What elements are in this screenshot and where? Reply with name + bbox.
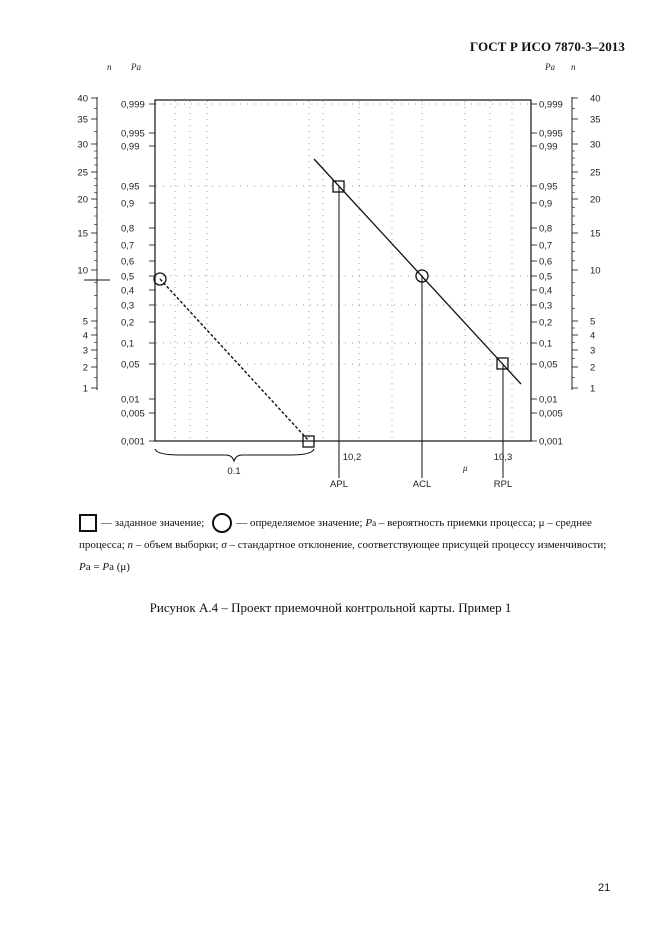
pa-tick-label-left: 0,99 (121, 141, 140, 153)
n-tick-label-left: 35 (77, 114, 88, 126)
formula-rhs: (μ) (116, 561, 130, 573)
legend-formula (79, 556, 629, 578)
pa-tick-label-left: 0,001 (121, 436, 145, 448)
left-pa-axis-label: Pa (131, 62, 141, 72)
n-tick-label-left: 15 (77, 228, 88, 240)
left-n-axis-label: n (107, 62, 112, 72)
acl-label: ACL (412, 479, 432, 490)
legend-mu-symbol: μ (538, 517, 545, 529)
n-tick-label-left: 40 (77, 93, 88, 105)
n-tick-label-right: 35 (590, 114, 601, 126)
n-tick-label-right: 4 (590, 330, 596, 342)
right-pa-axis-label: Pa (545, 62, 555, 72)
n-tick-label-right: 25 (590, 167, 601, 179)
pa-tick-label-right: 0,2 (539, 317, 553, 329)
pa-tick-label-left: 0,8 (121, 223, 135, 235)
pa-tick-label-left: 0,999 (121, 99, 145, 111)
n-tick-label-left: 2 (82, 362, 88, 374)
pa-tick-label-right: 0,5 (539, 271, 553, 283)
legend-line2-pre: процесса; (79, 539, 125, 551)
formula-rhs-symbol: P (102, 561, 110, 573)
plot-frame (155, 100, 531, 441)
axis-ticks (84, 97, 578, 441)
pa-tick-label-left: 0,005 (121, 408, 145, 420)
n-tick-label-left: 5 (82, 316, 88, 328)
n-tick-label-left: 3 (82, 345, 88, 357)
mu-axis-label: μ (463, 463, 468, 473)
right-n-axis-label: n (571, 62, 576, 72)
legend-pa-desc: – вероятность приемки процесса; (378, 517, 536, 529)
pa-tick-label-right: 0,995 (539, 128, 563, 140)
pa-tick-label-left: 0,5 (121, 271, 135, 283)
formula-rhs-sub: a (109, 561, 114, 573)
formula-lhs-sub: a (85, 561, 91, 573)
bracket-label: 0.1 (227, 466, 241, 477)
apl-label: APL (330, 479, 348, 490)
pa-tick-label-left: 0,2 (121, 317, 135, 329)
pa-tick-label-left: 0,9 (121, 198, 135, 210)
apl-value: 10,2 (342, 452, 362, 463)
legend-pa-symbol: P (365, 517, 373, 529)
figure-caption: Рисунок А.4 – Проект приемочной контрольной карты. Пример 1 (149, 600, 512, 615)
range-bracket (155, 449, 314, 461)
pa-tick-label-right: 0,6 (539, 256, 553, 268)
n-tick-label-right: 40 (590, 93, 601, 105)
legend-n-symbol: n (127, 539, 134, 551)
n-tick-label-left: 10 (77, 265, 88, 277)
pa-tick-label-left: 0,05 (121, 359, 140, 371)
document-id: ГОСТ Р ИСО 7870-3–2013 (469, 39, 625, 54)
n-tick-label-right: 30 (590, 139, 601, 151)
n-tick-label-right: 5 (590, 316, 596, 328)
pa-tick-label-left: 0,01 (121, 394, 140, 406)
pa-tick-label-right: 0,9 (539, 198, 553, 210)
n-tick-label-left: 1 (82, 383, 88, 395)
pa-tick-label-left: 0,95 (121, 181, 140, 193)
pa-tick-label-right: 0,4 (539, 285, 553, 297)
circle-icon (212, 513, 232, 533)
pa-tick-label-right: 0,99 (539, 141, 558, 153)
legend-circle-text: — определяемое значение; (236, 517, 363, 529)
pa-tick-label-right: 0,999 (539, 99, 563, 111)
pa-tick-label-right: 0,7 (539, 240, 553, 252)
pa-tick-label-right: 0,1 (539, 338, 553, 350)
n-tick-label-left: 30 (77, 139, 88, 151)
n-tick-label-right: 1 (590, 383, 596, 395)
pa-tick-label-right: 0,95 (539, 181, 558, 193)
n-tick-label-right: 10 (590, 265, 601, 277)
legend (79, 512, 629, 578)
n-tick-label-left: 20 (77, 194, 88, 206)
pa-tick-label-right: 0,8 (539, 223, 553, 235)
legend-square-text: — заданное значение; (101, 517, 205, 529)
n-tick-label-right: 15 (590, 228, 601, 240)
n-tick-label-left: 25 (77, 167, 88, 179)
n-tick-label-left: 4 (82, 330, 88, 342)
dashed-oc-line (160, 279, 309, 441)
legend-sigma-desc: – стандартное отклонение, соответствующее присущей процессу изменчивости; (229, 539, 607, 551)
n-tick-label-right: 2 (590, 362, 596, 374)
rpl-value: 10,3 (493, 452, 513, 463)
square-icon (79, 514, 97, 532)
pa-tick-label-left: 0,1 (121, 338, 135, 350)
n-tick-label-right: 20 (590, 194, 601, 206)
pa-tick-label-right: 0,01 (539, 394, 558, 406)
pa-tick-label-left: 0,7 (121, 240, 135, 252)
legend-n-desc: – объем выборки; (135, 539, 219, 551)
page-number: 21 (598, 882, 611, 894)
pa-tick-label-right: 0,001 (539, 436, 563, 448)
legend-mu-desc: – среднее (547, 517, 592, 529)
pa-tick-label-left: 0,995 (121, 128, 145, 140)
formula-eq: = (93, 561, 100, 573)
pa-tick-label-left: 0,3 (121, 300, 135, 312)
legend-pa-sub: a (372, 518, 377, 528)
legend-sigma-symbol: σ (221, 539, 227, 551)
pa-tick-label-right: 0,3 (539, 300, 553, 312)
pa-tick-label-right: 0,05 (539, 359, 558, 371)
pa-tick-label-left: 0,4 (121, 285, 135, 297)
formula-lhs-symbol: P (79, 561, 86, 573)
pa-tick-label-left: 0,6 (121, 256, 135, 268)
chart-grid (156, 101, 530, 441)
pa-tick-label-right: 0,005 (539, 408, 563, 420)
rpl-label: RPL (493, 479, 513, 490)
n-tick-label-right: 3 (590, 345, 596, 357)
